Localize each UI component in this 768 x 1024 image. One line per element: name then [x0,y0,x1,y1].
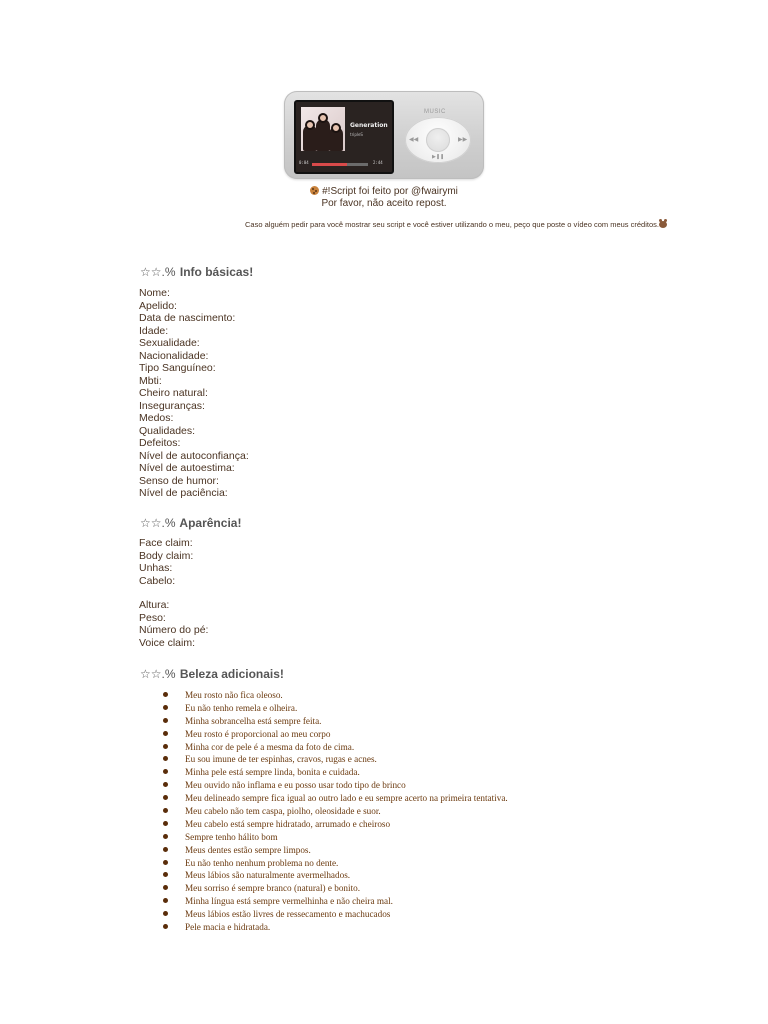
field-label [139,412,249,425]
elapsed-time: 0:04 [299,160,309,165]
bullet-item [163,689,508,702]
bullet-text: Meu ouvido não inflama e eu posso usar todo tipo de brinco [185,780,406,791]
bullet-item [163,779,508,792]
beauty-bullet-list [163,689,508,934]
bullet-text: Meu delineado sempre fica igual ao outro lado e eu sempre acerto na primeira tentativa. [185,793,508,804]
play-pause-icon: ▶❚❚ [432,154,445,160]
bullet-dot-icon [163,924,168,929]
music-player-graphic [284,91,484,179]
bullet-text: Meu rosto é proporcional ao meu corpo [185,728,331,739]
bullet-dot-icon [163,898,168,903]
field-label-text: Nível de paciência: [139,487,228,499]
player-screen [294,100,394,174]
wheel-center-button [426,128,450,152]
field-label-text: Unhas: [139,562,173,574]
bullet-item [163,869,508,882]
field-label [139,325,249,338]
field-label-text: Idade: [139,324,169,337]
bullet-dot-icon [163,885,168,890]
bullet-dot-icon [163,872,168,877]
bullet-dot-icon [163,795,168,800]
field-label [139,362,249,375]
bullet-item [163,895,508,908]
total-time: 2:44 [373,160,383,165]
field-label-text: Cabelo: [139,574,176,587]
appearance-field-list-2 [139,599,208,649]
bullet-text: Meu cabelo está sempre hidratado, arrumado e cheiroso [185,818,391,829]
bullet-text: Minha pele está sempre linda, bonita e cuidada. [185,767,360,778]
field-label [139,462,249,475]
section-title-text: Beleza adicionais! [179,667,284,681]
bullet-dot-icon [163,756,168,761]
field-label-text: Nível de autoconfiança: [139,449,249,462]
field-label [139,425,249,438]
stars-decoration: ☆☆.% [140,667,176,681]
bullet-item [163,702,508,715]
bullet-dot-icon [163,911,168,916]
field-label [139,562,193,575]
appearance-field-list [139,537,193,587]
credit-note-text: Caso alguém pedir para você mostrar seu script e você estiver utilizando o meu, peço que poste o vídeo com meus créditos. [245,220,659,229]
section-title-beauty [140,667,284,681]
bullet-dot-icon [163,821,168,826]
credit-text: #!Script foi feito por @fwairymi [322,186,458,197]
cookie-icon [310,186,319,195]
bullet-text: Eu sou imune de ter espinhas, cravos, rugas e acnes. [185,754,377,765]
field-label-text: Face claim: [139,537,193,549]
bullet-dot-icon [163,705,168,710]
field-label [139,337,249,350]
field-label [139,537,193,550]
menu-label: MUSIC [424,109,446,115]
field-label-text: Voice claim: [139,636,196,649]
bullet-item [163,882,508,895]
field-label [139,637,208,650]
field-label-text: Medos: [139,412,174,424]
field-label [139,550,193,563]
field-label-text: Data de nascimento: [139,312,236,324]
field-label [139,300,249,313]
bullet-text: Minha língua está sempre vermelhinha e não cheira mal. [185,896,393,907]
bullet-text: Sempre tenho hálito bom [185,831,278,842]
field-label-text: Qualidades: [139,424,196,437]
field-label-text: Body claim: [139,549,194,562]
field-label [139,312,249,325]
bullet-text: Eu não tenho remela e olheira. [185,702,298,713]
field-label [139,375,249,388]
bullet-item [163,753,508,766]
bullet-text: Meus lábios são naturalmente avermelhados. [185,870,351,881]
field-label-text: Mbti: [139,374,162,387]
bullet-text: Meu rosto não fica oleoso. [185,690,283,700]
field-label [139,450,249,463]
section-title-appearance [140,516,241,530]
bullet-item [163,818,508,831]
bullet-text: Pele macia e hidratada. [185,922,271,933]
bullet-text: Minha cor de pele é a mesma da foto de cima. [185,741,355,752]
bullet-item [163,805,508,818]
field-label [139,387,249,400]
field-label-text: Inseguranças: [139,399,205,412]
bullet-text: Meu sorriso é sempre branco (natural) e bonito. [185,883,361,894]
bullet-item [163,831,508,844]
section-title-text: Info básicas! [179,265,254,279]
field-label [139,575,193,588]
field-label [139,475,249,488]
song-artist: tripleS [350,132,363,137]
bullet-dot-icon [163,731,168,736]
bullet-dot-icon [163,769,168,774]
field-label [139,624,208,637]
bullet-item [163,715,508,728]
bullet-item [163,728,508,741]
bullet-text: Minha sobrancelha está sempre feita. [185,715,322,726]
bullet-item [163,921,508,934]
progress-bar-fill [312,163,347,166]
bullet-dot-icon [163,782,168,787]
bullet-item [163,857,508,870]
previous-icon: ◀◀ [409,137,419,143]
bullet-dot-icon [163,718,168,723]
field-label-text: Cheiro natural: [139,387,208,399]
field-label [139,487,249,500]
stars-decoration: ☆☆.% [140,516,176,530]
info-field-list [139,287,249,500]
bullet-text: Meu cabelo não tem caspa, piolho, oleosidade e suor. [185,806,381,817]
bullet-item [163,741,508,754]
field-label-text: Nível de autoestima: [139,462,235,474]
field-label-text: Nome: [139,287,170,299]
field-label-text: Sexualidade: [139,337,200,349]
credit-note [240,219,672,230]
field-label-text: Senso de humor: [139,474,219,487]
bullet-dot-icon [163,860,168,865]
bullet-item [163,792,508,805]
section-title-info [140,265,253,279]
credit-line [0,186,768,197]
bullet-item [163,908,508,921]
field-label-text: Defeitos: [139,437,181,449]
click-wheel [405,117,471,163]
field-label [139,350,249,363]
repost-warning: Por favor, não aceito repost. [321,198,447,209]
bullet-dot-icon [163,834,168,839]
field-label-text: Peso: [139,611,166,624]
field-label-text: Apelido: [139,299,177,312]
album-cover-image [301,107,345,151]
field-label [139,437,249,450]
field-label [139,287,249,300]
field-label-text: Tipo Sanguíneo: [139,362,216,374]
next-icon: ▶▶ [458,137,468,143]
bullet-dot-icon [163,847,168,852]
bullet-item [163,844,508,857]
bullet-dot-icon [163,744,168,749]
section-title-text: Aparência! [179,516,242,530]
bear-icon [659,221,667,228]
bullet-dot-icon [163,808,168,813]
field-label [139,400,249,413]
field-label-text: Altura: [139,599,170,611]
bullet-dot-icon [163,692,168,697]
bullet-text: Eu não tenho nenhum problema no dente. [185,857,339,868]
field-label [139,599,208,612]
stars-decoration: ☆☆.% [140,265,176,279]
field-label-text: Número do pé: [139,624,209,636]
bullet-item [163,766,508,779]
progress-bar [312,163,368,166]
field-label [139,612,208,625]
bullet-text: Meus lábios estão livres de ressecamento e machucados [185,909,391,920]
bullet-text: Meus dentes estão sempre limpos. [185,844,311,855]
field-label-text: Nacionalidade: [139,349,209,362]
song-title: Generation [350,122,388,129]
